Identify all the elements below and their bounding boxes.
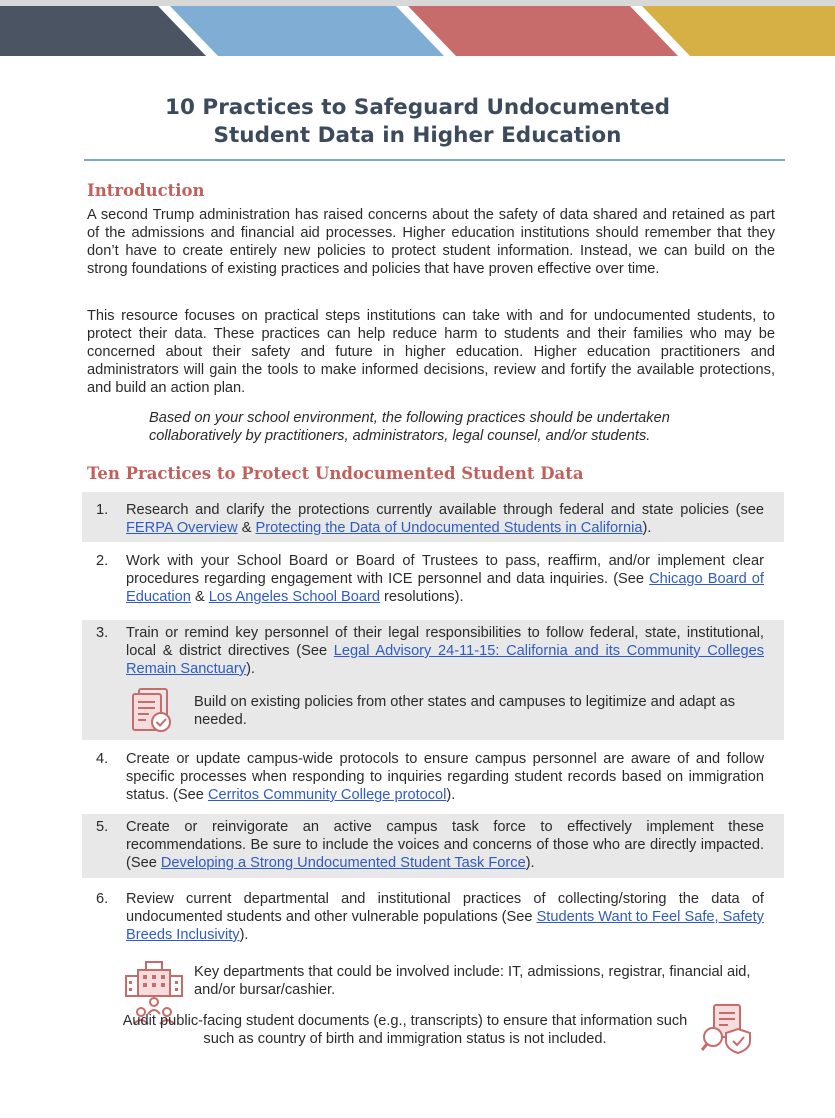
practice-item-4 bbox=[96, 750, 764, 804]
introduction-paragraph-2: This resource focuses on practical steps institutions can take with and for undocumented students, to protect their data. These practices can help reduce harm to students and their families who may be concerned about their safety and future in higher education. Higher education practitioners and administrators will gain the tools to make informed decisions, review and fortify the available protections, and build an action plan. bbox=[87, 308, 775, 396]
practice-text: Create or reinvigorate an active campus task force to effectively implement these recommendations. Be sure to include the voices and concerns of those who are directly impacted. (See bbox=[126, 819, 764, 871]
practice-text: Work with your School Board or Board of Trustees to pass, reaffirm, and/or implement clear procedures regarding engagement with ICE personnel and data inquiries. (See bbox=[126, 553, 764, 587]
los-angeles-board-link[interactable]: Los Angeles School Board bbox=[208, 589, 380, 605]
practice-text: Create or update campus-wide protocols to ensure campus personnel are aware of and follow specific processes when responding to inquiries regarding student records based on immigration status. (See bbox=[126, 751, 764, 803]
practice-number: 4. bbox=[96, 751, 109, 767]
practice-text: Research and clarify the protections currently available through federal and state policies (see bbox=[126, 502, 764, 518]
legal-advisory-link[interactable]: Legal Advisory 24-11-15: California and its Community Colleges Remain Sanctuary bbox=[126, 643, 764, 677]
practice-number: 2. bbox=[96, 553, 109, 569]
header-banner bbox=[0, 0, 835, 56]
introduction-paragraph-1: A second Trump administration has raised concerns about the safety of data shared and retained as part of the admissions and financial aid processes. Higher education institutions should remember that they don’t have to create entirely new policies to protect student information. Instead, we can build on the strong foundations of existing practices and policies that have proven effective over time. bbox=[87, 207, 775, 277]
page-title bbox=[0, 94, 835, 150]
practice-text: ). bbox=[446, 787, 456, 803]
practice-text: ). bbox=[239, 927, 249, 943]
practice-number: 5. bbox=[96, 819, 109, 835]
tip-build-on-policies: Build on existing policies from other states and campuses to legitimize and adapt as needed. bbox=[194, 694, 736, 728]
practice-item-1 bbox=[96, 501, 764, 537]
practices-heading: Ten Practices to Protect Undocumented Student Data bbox=[87, 464, 584, 483]
practice-text: resolutions). bbox=[379, 589, 464, 605]
protecting-data-california-link[interactable]: Protecting the Data of Undocumented Students in California bbox=[255, 520, 643, 536]
document-checklist-icon bbox=[128, 686, 176, 734]
title-line-1: 10 Practices to Safeguard Undocumented bbox=[165, 95, 670, 120]
title-line-2: Student Data in Higher Education bbox=[213, 123, 622, 148]
practice-text: & bbox=[237, 520, 256, 536]
practice-item-5 bbox=[96, 818, 764, 872]
document-search-shield-icon bbox=[700, 1003, 754, 1055]
practice-text: ). bbox=[525, 855, 535, 871]
practice-item-2 bbox=[96, 552, 764, 606]
practice-text: & bbox=[190, 589, 209, 605]
practice-text: Review current departmental and institutional practices of collecting/storing the data of undocumented students and other vulnerable populations (See bbox=[126, 891, 764, 925]
practice-text: ). bbox=[642, 520, 652, 536]
practice-item-6 bbox=[96, 890, 764, 944]
practice-number: 3. bbox=[96, 625, 109, 641]
practice-text: Train or remind key personnel of their legal responsibilities to follow federal, state, institutional, local & district directives (See bbox=[126, 625, 764, 659]
practice-text: ). bbox=[246, 661, 255, 677]
tip-key-departments: Key departments that could be involved include: IT, admissions, registrar, financial aid, and/or bursar/cashier. bbox=[194, 964, 751, 998]
tip-audit-documents: Audit public-facing student documents (e.g., transcripts) to ensure that information such such as country of birth and immigration status is not included. bbox=[122, 1013, 688, 1047]
ferpa-overview-link[interactable]: FERPA Overview bbox=[126, 520, 238, 536]
chicago-board-link[interactable]: Chicago Board of Education bbox=[126, 571, 764, 605]
practice-number: 1. bbox=[96, 502, 109, 518]
practice-number: 6. bbox=[96, 891, 109, 907]
task-force-link[interactable]: Developing a Strong Undocumented Student Task Force bbox=[160, 855, 526, 871]
collaboration-note: Based on your school environment, the following practices should be undertaken collaboratively by practitioners, administrators, legal counsel, and/or students. bbox=[149, 410, 670, 444]
introduction-heading: Introduction bbox=[87, 181, 205, 200]
practice-item-3 bbox=[96, 624, 764, 678]
cerritos-protocol-link[interactable]: Cerritos Community College protocol bbox=[207, 787, 447, 803]
students-feel-safe-link[interactable]: Students Want to Feel Safe, Safety Breeds Inclusivity bbox=[126, 909, 764, 943]
title-divider bbox=[84, 159, 785, 161]
